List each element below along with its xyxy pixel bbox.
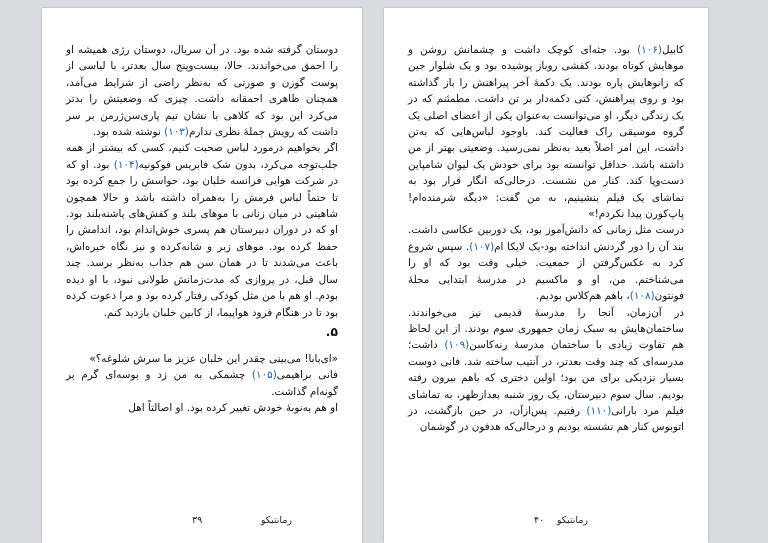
- paragraph: [66, 42, 338, 140]
- paragraph: [408, 222, 684, 304]
- page-number: ۴۰: [534, 515, 545, 526]
- left-page-text: [66, 42, 338, 417]
- text-run: داشت؛ مدرسه‌ای که چند وقت بعدتر، در آنتیب ساخته شد. فانی دوست بسیار نزدیکی برای من بود؛ اولین دختری که باهم بیرون رفته بودیم. سال سوم دبیرستان، یک روز شنبه بعدازظهر، به تماشای فیلم مرد بارانی: [408, 339, 685, 417]
- text-run: «ای‌بابا! می‌بینی چقدر این خلبان عزیز ما سرش شلوغه؟»: [89, 352, 338, 365]
- text-run: بود. او که در شرکت هوایی فرانسه خلبان بود، حواسش را جمع کرده بود تا حتماً لباس فرمش را به‌همراه داشته باشد و حالا همچون شاهینی در میان زنانی با موهای بلند و کفش‌های پاشنه‌بلند بود. او که در دوران دبیرستان هم پسری خوش‌اندام بود، اندامش را حفظ کرده بود. موهای زبر و شانه‌کرده و نیز نگاه خیره‌اش، باعث می‌شدند تا در همان سن هم جذاب به‌نظر برسد. چند سال قبل، در پروازی که مدت‌زمانش طولانی نبود، با او دیده بودم. او هم با من مثل کودکی رفتار کرده بود و مرا دعوت کرده بود تا در هنگام فرود هواپیما، از کابین خلبان بازدید کنم.: [66, 158, 338, 319]
- text-run: ، باهم هم‌کلاس بودیم.: [535, 290, 630, 303]
- dialogue-line: [66, 400, 338, 416]
- dialogue-line: [66, 351, 338, 367]
- footnote-marker[interactable]: (۱۰۵): [251, 369, 277, 382]
- page-number: ۳۹: [192, 515, 203, 526]
- paragraph: [408, 42, 684, 222]
- text-run: بود. جثه‌ای کوچک داشت و چشمانش روشن و موهایش کوتاه بودند. کفشی روباز پوشیده بود و یک شلوار جین که زانوهایش پاره بودند. یک دکمهٔ آخر پیراهنش را باز گذاشته بود و روی پیراهنش، کتی دکمه‌دار بر تن داشت. مطمئنم که در یک زندگی دیگر، او می‌توانست به‌عنوان یکی از اعضای اصلی یک گروه موسیقی راک فعالیت کند. باوجود لباس‌هایی که به‌تن داشت، این امر اصلاً بعید به‌نظر نمی‌رسید. وضعیتی بهتر از من داشته باشد. حداقل توانسته بود برای خودش یک لیوان شامپاین دست‌وپا کند. کنار من نشست. درحالی‌که انگار قرار بود به تماشای یک فیلم بنشینیم، به من گفت: «دیگه شرمنده‌ام! پاپ‌کورن پیدا نکردم!»: [408, 44, 684, 221]
- text-run: رفتیم. پس‌ازآن، در حین بازگشت، در اتوبوس کنار هم نشسته بودیم و درحالی‌که هدفون در گوشمان: [408, 404, 684, 434]
- footnote-marker[interactable]: (۱۰۹): [444, 339, 470, 352]
- footnote-marker[interactable]: (۱۰۳): [164, 126, 189, 139]
- text-run: فانی براهیمی: [276, 369, 338, 382]
- text-run: دوستان گرفته شده بود. در آن سریال، دوستان رژی همیشه او را احمق می‌خواندند. حالا، بیست‌وپنج سال بعدتر، با لباسی از پوست گوزن و صورتی که به‌نظر راضی از شرایط می‌آمد، همچنان ظاهری احمقانه داشت. چیزی که وضعیتش را بدتر می‌کرد این بود که کلاهی با نشان تیم پاری‌سن‌ژرمن بر سر داشت که رویش جملهٔ نظری ندارم: [66, 44, 338, 139]
- text-run: اگر بخواهیم درمورد لباس صحبت کنیم، کسی که بیشتر از همه جلب‌توجه می‌کرد، بدون شک فابریس فوکونیه: [66, 142, 338, 171]
- footnote-marker[interactable]: (۱۰۷): [469, 240, 495, 253]
- right-page-text: [408, 42, 684, 436]
- footnote-marker[interactable]: (۱۱۰): [586, 404, 612, 417]
- running-title: رمانتیکو: [260, 515, 292, 526]
- section-heading: ۵.: [325, 323, 338, 339]
- footnote-marker[interactable]: (۱۰۶): [637, 44, 662, 56]
- footnote-marker[interactable]: (۱۰۸): [629, 290, 655, 303]
- left-page: [42, 8, 362, 543]
- footnote-marker[interactable]: (۱۰۴): [113, 158, 139, 171]
- running-title: رمانتیکو: [556, 515, 588, 526]
- paragraph: [66, 140, 338, 320]
- text-run: کابیل: [661, 44, 684, 56]
- text-run: درست مثل زمانی که دانش‌آموز بود، یک دوربین عکاسی داشت. بند آن را دور گردنش انداخته بود-یک لایکا ام: [408, 224, 685, 253]
- right-page: [384, 8, 708, 543]
- dialogue-line: [66, 367, 338, 400]
- paragraph: [408, 305, 684, 436]
- text-run: . سپس شروع کرد به عکس‌گرفتن از جمعیت. خیلی وقت بود که او را می‌شناختم. من، او و ماکسیم در مدرسهٔ ابتدایی محلهٔ فونتون: [408, 240, 684, 303]
- text-run: چشمکی به من زد و بوسه‌ای گرم بر گونه‌ام گذاشت.: [66, 369, 338, 398]
- text-run: در آن‌زمان، آنجا را مدرسهٔ قدیمی نیز می‌خواندند. ساختمان‌هایش به سبک زمان جمهوری سوم بودند. از این لحاظ هم تفاوت زیادی با ساختمان مدرسهٔ رنه‌کاسن: [408, 306, 685, 352]
- text-run: نوشته شده بود.: [92, 126, 165, 139]
- text-run: او هم به‌نوبهٔ خودش تغییر کرده بود. او اصالتاً اهل: [128, 402, 338, 415]
